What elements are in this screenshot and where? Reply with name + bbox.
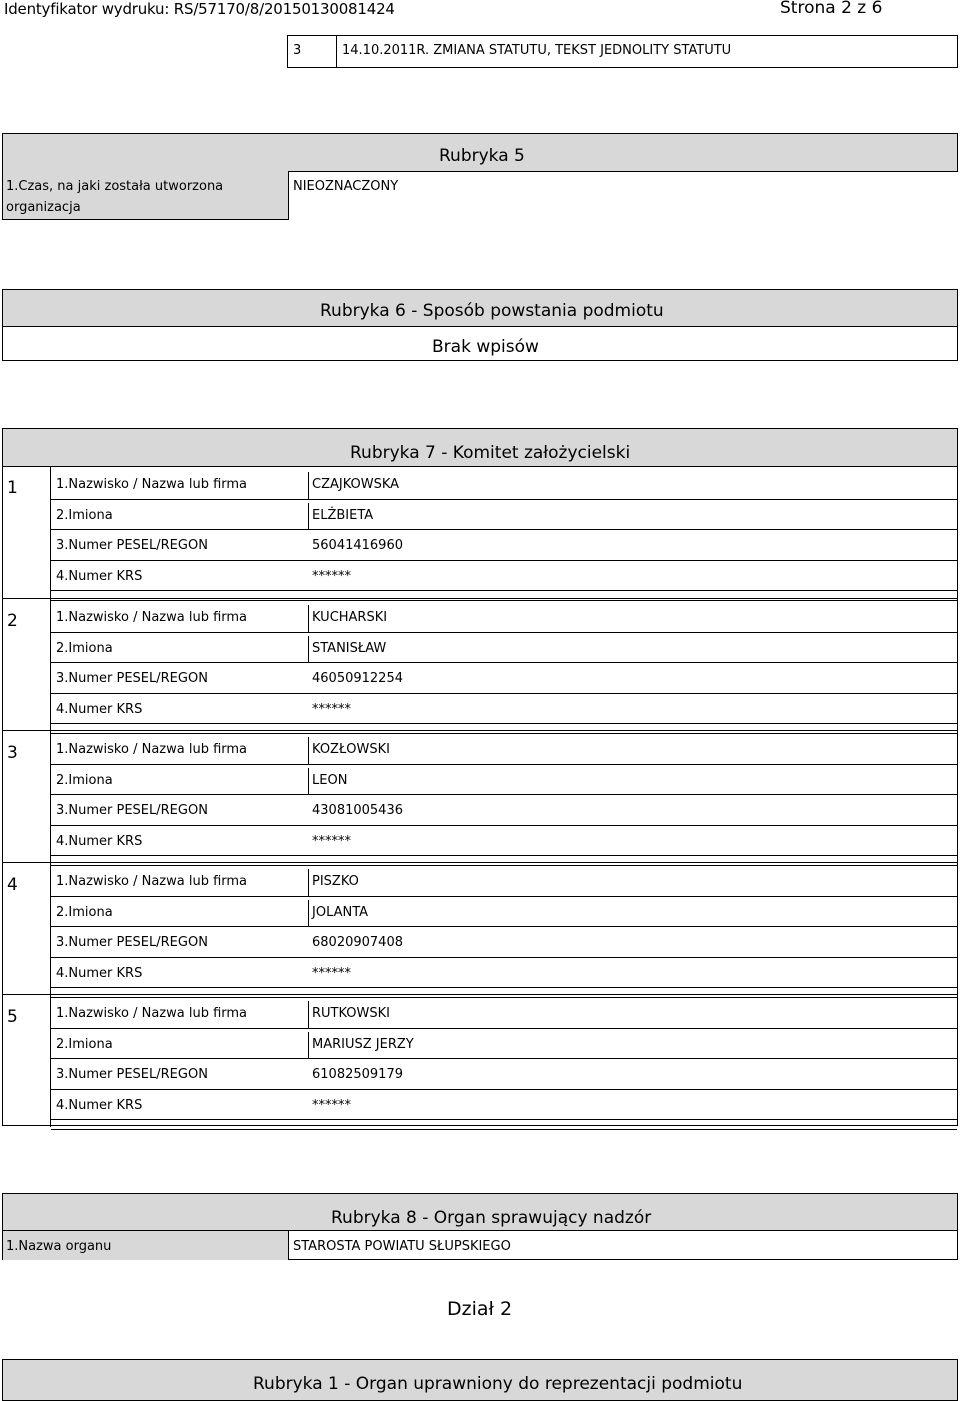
member-krs-value: ****** <box>312 1097 351 1113</box>
member-first-value: STANISŁAW <box>312 640 387 656</box>
row-divider <box>51 529 957 530</box>
rubryka-8-label-cell <box>3 1230 288 1260</box>
row-divider <box>51 499 957 500</box>
member-number: 3 <box>7 743 18 763</box>
member-pesel-label: 3.Numer PESEL/REGON <box>56 538 208 553</box>
member-number: 4 <box>7 875 18 895</box>
member-number-cell <box>3 863 51 995</box>
member-pesel-label: 3.Numer PESEL/REGON <box>56 803 208 818</box>
member-name-value: PISZKO <box>312 874 359 889</box>
rubryka-7-title: Rubryka 7 - Komitet założycielski <box>350 443 631 463</box>
member-block <box>3 730 957 863</box>
row-divider <box>51 825 957 826</box>
block-strip-line <box>51 1129 957 1130</box>
member-block <box>3 862 957 995</box>
rubryka-6-header <box>3 290 957 327</box>
rubryka-5-section <box>2 133 958 220</box>
member-pesel-value: 46050912254 <box>312 671 403 686</box>
entry-text: 14.10.2011R. ZMIANA STATUTU, TEKST JEDNOLITY STATUTU <box>342 43 732 58</box>
member-block <box>3 598 957 731</box>
cell-divider <box>308 900 309 927</box>
member-krs-label: 4.Numer KRS <box>56 701 143 717</box>
member-name-value: RUTKOWSKI <box>312 1006 390 1021</box>
member-krs-label: 4.Numer KRS <box>56 833 143 849</box>
row-divider <box>51 1028 957 1029</box>
cell-divider <box>308 737 309 764</box>
member-krs-value: ****** <box>312 965 351 981</box>
entry-number: 3 <box>293 43 302 58</box>
row-divider <box>51 855 957 856</box>
member-first-value: MARIUSZ JERZY <box>312 1036 414 1052</box>
row-divider <box>51 987 957 988</box>
rubryka-5-label-cell <box>3 171 288 219</box>
member-first-label: 2.Imiona <box>56 1036 113 1052</box>
member-krs-label: 4.Numer KRS <box>56 568 143 584</box>
rubryka-8-section <box>2 1193 958 1260</box>
member-number: 1 <box>7 478 18 498</box>
member-pesel-label: 3.Numer PESEL/REGON <box>56 671 208 686</box>
member-krs-value: ****** <box>312 833 351 849</box>
member-first-value: LEON <box>312 772 348 788</box>
cell-divider <box>308 768 309 795</box>
cell-divider <box>308 636 309 663</box>
member-first-label: 2.Imiona <box>56 772 113 788</box>
row-divider <box>51 926 957 927</box>
member-name-value: CZAJKOWSKA <box>312 477 400 492</box>
member-krs-label: 4.Numer KRS <box>56 965 143 981</box>
member-krs-label: 4.Numer KRS <box>56 1097 143 1113</box>
row-divider <box>51 662 957 663</box>
member-number: 5 <box>7 1007 18 1027</box>
member-pesel-value: 68020907408 <box>312 935 403 950</box>
member-block <box>3 466 957 598</box>
member-name-label: 1.Nazwisko / Nazwa lub firma <box>56 1006 248 1021</box>
member-number-cell <box>3 731 51 863</box>
rubryka-1-section <box>2 1359 958 1401</box>
member-pesel-value: 61082509179 <box>312 1067 403 1082</box>
member-number-cell <box>3 466 51 598</box>
member-pesel-value: 56041416960 <box>312 538 403 553</box>
member-first-label: 2.Imiona <box>56 507 113 523</box>
row-divider <box>51 1058 957 1059</box>
rubryka-8-value: STAROSTA POWIATU SŁUPSKIEGO <box>293 1239 511 1254</box>
member-first-value: ELŻBIETA <box>312 507 374 523</box>
rubryka-8-title: Rubryka 8 - Organ sprawujący nadzór <box>331 1208 652 1228</box>
member-first-value: JOLANTA <box>312 904 369 920</box>
cell-divider <box>308 1032 309 1059</box>
rubryka-6-value: Brak wpisów <box>432 337 539 357</box>
member-krs-value: ****** <box>312 568 351 584</box>
rubryka-5-value: NIEOZNACZONY <box>293 179 399 194</box>
rubryka-5-value-cell <box>288 171 958 220</box>
member-name-label: 1.Nazwisko / Nazwa lub firma <box>56 477 248 492</box>
member-number: 2 <box>7 611 18 631</box>
row-divider <box>51 693 957 694</box>
rubryka-6-title: Rubryka 6 - Sposób powstania podmiotu <box>320 301 664 321</box>
page-number: Strona 2 z 6 <box>780 0 883 18</box>
row-divider <box>51 1089 957 1090</box>
row-divider <box>51 723 957 724</box>
rubryka-7-section <box>2 428 958 1126</box>
member-name-value: KUCHARSKI <box>312 610 388 625</box>
row-divider <box>51 896 957 897</box>
row-divider <box>51 590 957 591</box>
row-divider <box>51 794 957 795</box>
member-pesel-label: 3.Numer PESEL/REGON <box>56 935 208 950</box>
row-divider <box>51 1119 957 1120</box>
member-number-cell <box>3 995 51 1127</box>
member-name-label: 1.Nazwisko / Nazwa lub firma <box>56 610 248 625</box>
member-name-label: 1.Nazwisko / Nazwa lub firma <box>56 874 248 889</box>
cell-divider <box>308 472 309 499</box>
cell-divider <box>308 1001 309 1028</box>
row-divider <box>51 632 957 633</box>
member-list <box>3 466 957 1125</box>
rubryka-1-title: Rubryka 1 - Organ uprawniony do reprezentacji podmiotu <box>253 1374 743 1394</box>
member-pesel-label: 3.Numer PESEL/REGON <box>56 1067 208 1082</box>
member-block <box>3 994 957 1127</box>
dzial-title: Dział 2 <box>447 1298 513 1320</box>
member-name-label: 1.Nazwisko / Nazwa lub firma <box>56 742 248 757</box>
member-name-value: KOZŁOWSKI <box>312 742 390 757</box>
row-divider <box>51 957 957 958</box>
row-divider <box>51 560 957 561</box>
rubryka-8-value-cell <box>288 1230 958 1260</box>
member-number-cell <box>3 599 51 731</box>
rubryka-6-section <box>2 289 958 361</box>
print-identifier: Identyfikator wydruku: RS/57170/8/20150130081424 <box>4 0 395 18</box>
member-krs-value: ****** <box>312 701 351 717</box>
rubryka-8-label: 1.Nazwa organu <box>6 1239 112 1254</box>
rubryka-7-header <box>3 429 957 467</box>
rubryka-8-header <box>3 1194 957 1230</box>
entry-row <box>287 35 958 68</box>
cell-divider <box>308 503 309 530</box>
rubryka-5-title: Rubryka 5 <box>439 146 525 166</box>
member-first-label: 2.Imiona <box>56 904 113 920</box>
row-divider <box>51 764 957 765</box>
cell-divider <box>308 605 309 632</box>
member-pesel-value: 43081005436 <box>312 803 403 818</box>
cell-divider <box>308 869 309 896</box>
member-first-label: 2.Imiona <box>56 640 113 656</box>
rubryka-5-label: 1.Czas, na jaki została utworzona organizacja <box>6 179 224 215</box>
